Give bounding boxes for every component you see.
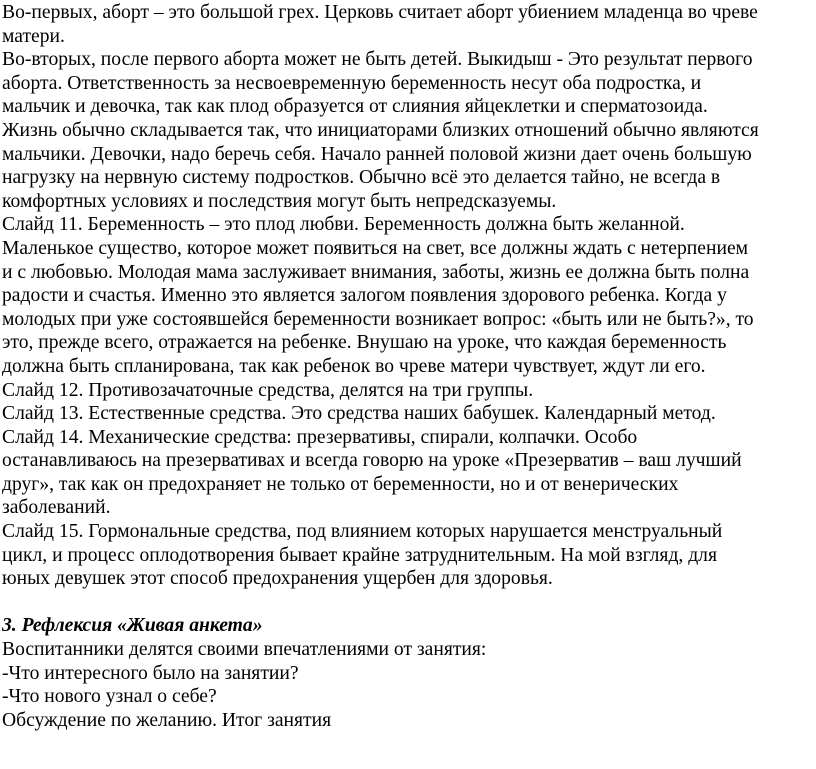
text-line: Слайд 15. Гормональные средства, под влиянием которых нарушается менструальный (2, 521, 723, 543)
paragraph-slide-13 (2, 402, 816, 426)
text-line: друг», так как он предохраняет не только от беременности, но и от венерических (2, 473, 679, 495)
paragraph-first-reason (2, 1, 816, 48)
text-line: нагрузку на нервную систему подростков. Обычно всё это делается тайно, не всегда в (2, 167, 721, 189)
text-line: должна быть спланирована, так как ребенок во чреве матери чувствует, ждут ли его. (2, 355, 706, 377)
paragraph-slide-12 (2, 379, 816, 403)
text-line: Во-вторых, после первого аборта может не быть детей. Выкидыш - Это результат первого (2, 49, 753, 71)
text-line: заболеваний. (2, 497, 111, 519)
text-line: молодых при уже состоявшейся беременности возникает вопрос: «быть или не быть?», то (2, 308, 754, 330)
blank-line (2, 591, 816, 615)
text-line: Слайд 14. Механические средства: презервативы, спирали, колпачки. Особо (2, 426, 638, 448)
text-line: Во-первых, аборт – это большой грех. Церковь считает аборт убиением младенца во чреве (2, 2, 758, 23)
section-heading: 3. Рефлексия «Живая анкета» (2, 615, 263, 637)
text-line: останавливаюсь на презервативах и всегда говорю на уроке «Презерватив – ваш лучший (2, 450, 742, 472)
text-line: юных девушек этот способ предохранения ущербен для здоровья. (2, 568, 553, 590)
text-line: -Что нового узнал о себе? (2, 686, 217, 708)
text-line: Слайд 13. Естественные средства. Это средства наших бабушек. Календарный метод. (2, 403, 716, 425)
text-line: матери. (2, 25, 65, 47)
paragraph-slide-14 (2, 426, 816, 520)
text-line: -Что интересного было на занятии? (2, 662, 299, 684)
text-line: радости и счастья. Именно это является залогом появления здорового ребенка. Когда у (2, 285, 727, 307)
text-line: Слайд 11. Беременность – это плод любви. Беременность должна быть желанной. (2, 214, 685, 236)
text-line: Воспитанники делятся своими впечатлениями от занятия: (2, 639, 487, 661)
text-line: Маленькое существо, которое может появиться на свет, все должны ждать с нетерпением (2, 237, 749, 259)
text-line: Обсуждение по желанию. Итог занятия (2, 709, 332, 731)
text-line: Слайд 12. Противозачаточные средства, делятся на три группы. (2, 379, 534, 401)
text-line: мальчик и девочка, так как плод образуется от слияния яйцеклетки и сперматозоида. (2, 96, 708, 118)
text-line: комфортных условиях и последствия могут быть непредсказуемы. (2, 190, 557, 212)
paragraph-second-reason (2, 48, 816, 213)
text-line: цикл, и процесс оплодотворения бывает крайне затруднительным. На мой взгляд, для (2, 544, 717, 566)
text-line: Жизнь обычно складывается так, что инициаторами близких отношений обычно являются (2, 119, 759, 141)
text-line: аборта. Ответственность за несвоевременную беременность несут оба подростка, и (2, 72, 702, 94)
text-line: мальчики. Девочки, надо беречь себя. Начало ранней половой жизни дает очень большую (2, 143, 752, 165)
paragraph-slide-11 (2, 213, 816, 378)
paragraph-reflection (2, 638, 816, 732)
text-line: это, прежде всего, отражается на ребенке. Внушаю на уроке, что каждая беременность (2, 332, 727, 354)
paragraph-slide-15 (2, 520, 816, 591)
text-line: и с любовью. Молодая мама заслуживает внимания, заботы, жизнь ее должна быть полна (2, 261, 750, 283)
